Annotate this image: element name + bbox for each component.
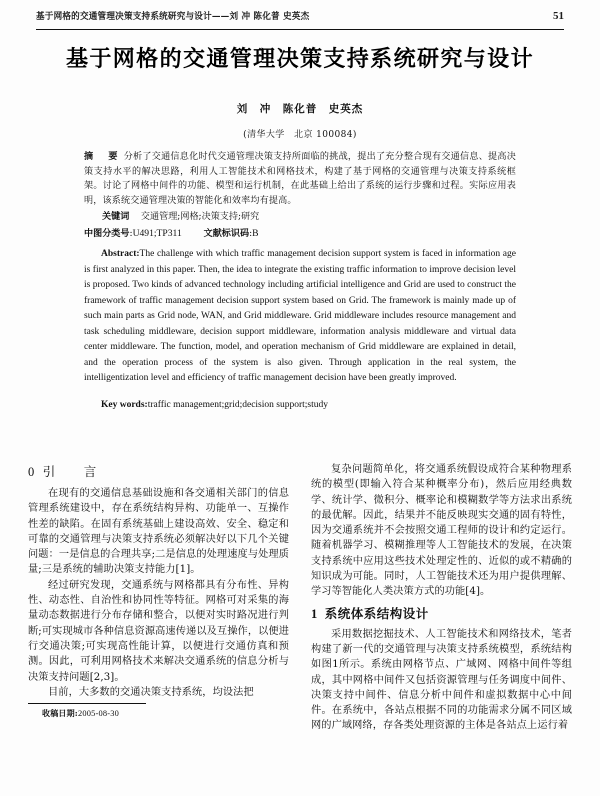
affiliation: (清华大学 北京 100084): [243, 130, 357, 140]
chinese-keywords-label: 关键词: [102, 211, 130, 223]
intro-paragraph-2: 经过研究发现，交通系统与网格都具有分布性、异构性、动态性、自治性和协同性等特征。网格可对采集的海量动态数据进行分布存储和整合，以便对实时路况进行判断;可实现城市各种信息资源高速传递以及互操作，以便进行交通决策;可实现高性能计算，以便进行交通仿真和预测。因此，可利用网格技术来解决交通系统的信息分析与决策支持问题[2,3]。: [28, 579, 289, 683]
column-left: [28, 462, 289, 792]
header-rule: [36, 29, 564, 30]
english-keywords-text: traffic management;grid;decision support;study: [147, 399, 328, 410]
intro-paragraph-1: 在现有的交通信息基础设施和各交通相关部门的信息管理系统建设中，存在系统结构异构、功能单一、互操作性差的缺陷。在固有系统基础上建设高效、安全、稳定和可靠的交通管理与决策支持系统必须解决好以下几个关键问题：一是信息的合理共享;二是信息的处理速度与处理质量;三是系统的辅助决策支持能力[1]。: [28, 488, 289, 576]
doc-code-label: 文献标识码: [203, 228, 250, 240]
section-title-intro: 引 言: [42, 464, 105, 479]
chinese-keywords-text: 交通管理;网格;决策支持;研究: [140, 212, 260, 223]
english-abstract-label: Abstract:: [101, 249, 140, 260]
architecture-paragraph-1: 采用数据挖掘技术、人工智能技术和网络技术，笔者构建了新一代的交通管理与决策支持系统模型，系统结构如图1所示。系统由网格节点、广域网、网格中间件等组成，其中网格中间件又包括资源管理与任务调度中间件、决策支持中间件、信息分析中间件和虚拟数据中心中间件。在系统中，各站点根据不同的功能需求分属不同区域网的广域网络，存各类处理资源的主体是各站点上运行着: [311, 628, 572, 732]
chinese-keywords: [84, 209, 516, 225]
footnote-value: 2005-08-30: [77, 709, 120, 719]
section-number-architecture: 1: [311, 606, 318, 621]
section-title-architecture: 系统体系结构设计: [324, 605, 429, 621]
body-columns: [28, 462, 572, 792]
page-number: 51: [553, 10, 564, 22]
intro-paragraph-3: 目前，大多数的交通决策支持系统，均设法把: [48, 686, 254, 698]
intro-paragraph-continued: 复杂问题简单化，将交通系统假设成符合某种物理系统的模型(即输入符合某种概率分布)，然后应用经典数学、统计学、微积分、概率论和模糊数学等方法求出系统的最优解。因此，结果并不能反映现实交通的固有特性，因为交通系统并不会按照交通工程师的设计和约定运行。随着机器学习、模糊推理等人工智能技术的发展，在决策支持系统中应用这些技术处理定性的、近似的或不精确的知识成为可能。同时，人工智能技术还为用户提供理解、学习等智能化人类决策方式的功能[4]。: [311, 464, 572, 598]
section-heading-architecture: [311, 604, 572, 622]
chinese-abstract-label: 摘 要: [84, 151, 121, 162]
english-keywords: [84, 398, 516, 413]
chinese-abstract-text: 分析了交通信息化时代交通管理决策支持所面临的挑战，提出了充分整合现有交通信息、提高决策支持水平的解决思路，利用人工智能技术和网格技术，构建了基于网格的交通管理与决策支持系统框架。讨论了网格中间件的功能、模型和运行机制，在此基础上给出了系统的运行步骤和过程。实际应用表明，该系统交通管理决策的智能化和效率均有提高。: [84, 152, 516, 206]
english-keywords-label: Key words:: [101, 399, 148, 410]
author-list: 刘 冲 陈化普 史英杰: [236, 103, 364, 115]
classification-value: U491;TP311: [132, 228, 182, 240]
running-head-title: 基于网格的交通管理决策支持系统研究与设计——刘 冲 陈化普 史英杰: [36, 11, 310, 22]
english-abstract: [84, 247, 516, 387]
footnote-label: 收稿日期:: [42, 708, 78, 719]
footnote: [28, 708, 289, 719]
chinese-abstract: [84, 150, 516, 208]
abstract-block: [84, 150, 516, 413]
page-title: 基于网格的交通管理决策支持系统研究与设计: [65, 46, 534, 72]
running-head: [36, 10, 564, 28]
classification-label: 中图分类号: [84, 228, 130, 240]
section-number-intro: 0: [28, 465, 35, 479]
footnote-rule: [28, 703, 146, 704]
section-heading-intro: [28, 462, 289, 480]
classification-line: 中图分类号:U491;TP311 文献标识码:B: [84, 228, 259, 240]
column-right: [311, 462, 572, 792]
english-abstract-text: The challenge with which traffic management decision support system is faced in information age is first analyzed in this paper. Then, the idea to integrate the existing traffic information to improve decision level is proposed. Two kinds of advanced technology including artificial intelligence and Grid are used to construct the framework of traffic management decision support system based on Grid. The framework is mainly made up of such main parts as Grid node, WAN, and Grid middleware. Grid middleware includes resource management and task scheduling middleware, decision support middleware, information analysis middleware and virtual data center middleware. The function, model, and operation mechanism of Grid middleware are explained in detail, and the operation process of the system is also given. Through application in the real system, the intelligentization level and efficiency of traffic management decision have been greatly improved.: [84, 249, 516, 384]
doc-code-value: B: [252, 228, 259, 240]
